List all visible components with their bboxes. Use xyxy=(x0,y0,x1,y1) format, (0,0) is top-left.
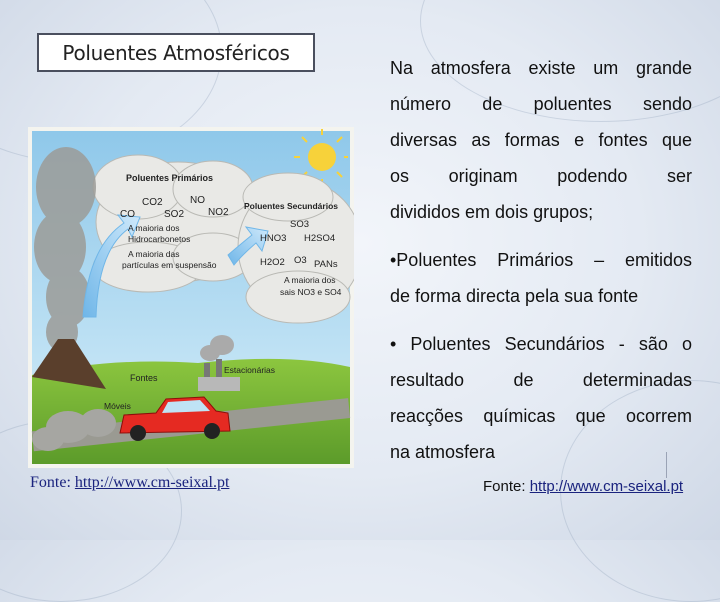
secondary-note-1: A maioria dos xyxy=(284,275,336,285)
primary-line: de forma directa pela sua fonte xyxy=(390,286,639,306)
formula-no: NO xyxy=(190,195,205,206)
primary-note-1: A maioria dos xyxy=(128,223,180,233)
formula-so3: SO3 xyxy=(290,219,310,230)
formula-pans: PANs xyxy=(314,259,338,270)
pollution-illustration xyxy=(28,127,354,468)
formula-o3: O3 xyxy=(294,255,307,266)
intro-line: número de poluentes sendo xyxy=(390,94,692,114)
text-source xyxy=(483,478,683,495)
intro-line: divididos em dois grupos; xyxy=(390,202,594,222)
figure-source-link[interactable]: http://www.cm-seixal.pt xyxy=(74,474,230,491)
formula-no2: NO2 xyxy=(208,207,229,218)
divider-line xyxy=(666,452,667,478)
primary-line: •Poluentes Primários – emitidos xyxy=(390,250,692,270)
primary-note-4: partículas em suspensão xyxy=(122,260,217,270)
intro-line: os originam podendo ser xyxy=(390,166,692,186)
text-source-prefix: Fonte: xyxy=(483,478,530,495)
formula-so2: SO2 xyxy=(164,209,185,220)
slide-title xyxy=(37,33,315,72)
formula-h2o2: H2O2 xyxy=(260,257,285,268)
label-sources: Fontes xyxy=(130,373,158,383)
figure-source xyxy=(30,474,229,492)
figure-source-prefix: Fonte: xyxy=(30,474,75,491)
formula-co: CO xyxy=(120,209,135,220)
secondary-line: na atmosfera xyxy=(390,442,496,462)
secondary-line: reacções químicas que ocorrem xyxy=(390,406,692,426)
intro-line: diversas as formas e fontes que xyxy=(390,130,692,150)
formula-co2: CO2 xyxy=(142,197,163,208)
label-stationary: Estacionárias xyxy=(224,365,276,375)
secondary-line: resultado de determinadas xyxy=(390,370,692,390)
primary-note-2: Hidrocarbonetos xyxy=(128,234,191,244)
secondary-note-2: sais NO3 e SO4 xyxy=(280,287,342,297)
label-mobile: Móveis xyxy=(104,401,131,411)
primary-pollutants-title: Poluentes Primários xyxy=(126,173,214,183)
slide-body-text xyxy=(390,50,692,470)
slide-title-text: Poluentes Atmosféricos xyxy=(62,40,290,65)
formula-hno3: HNO3 xyxy=(260,233,287,244)
secondary-line: • Poluentes Secundários - são o xyxy=(390,334,692,354)
text-source-link[interactable]: http://www.cm-seixal.pt xyxy=(529,478,684,495)
secondary-pollutants-title: Poluentes Secundários xyxy=(244,201,338,211)
intro-line: Na atmosfera existe um grande xyxy=(390,58,692,78)
primary-note-3: A maioria das xyxy=(128,249,180,259)
secondary-pollutants-cloud xyxy=(238,173,354,323)
formula-h2so4: H2SO4 xyxy=(304,233,336,244)
